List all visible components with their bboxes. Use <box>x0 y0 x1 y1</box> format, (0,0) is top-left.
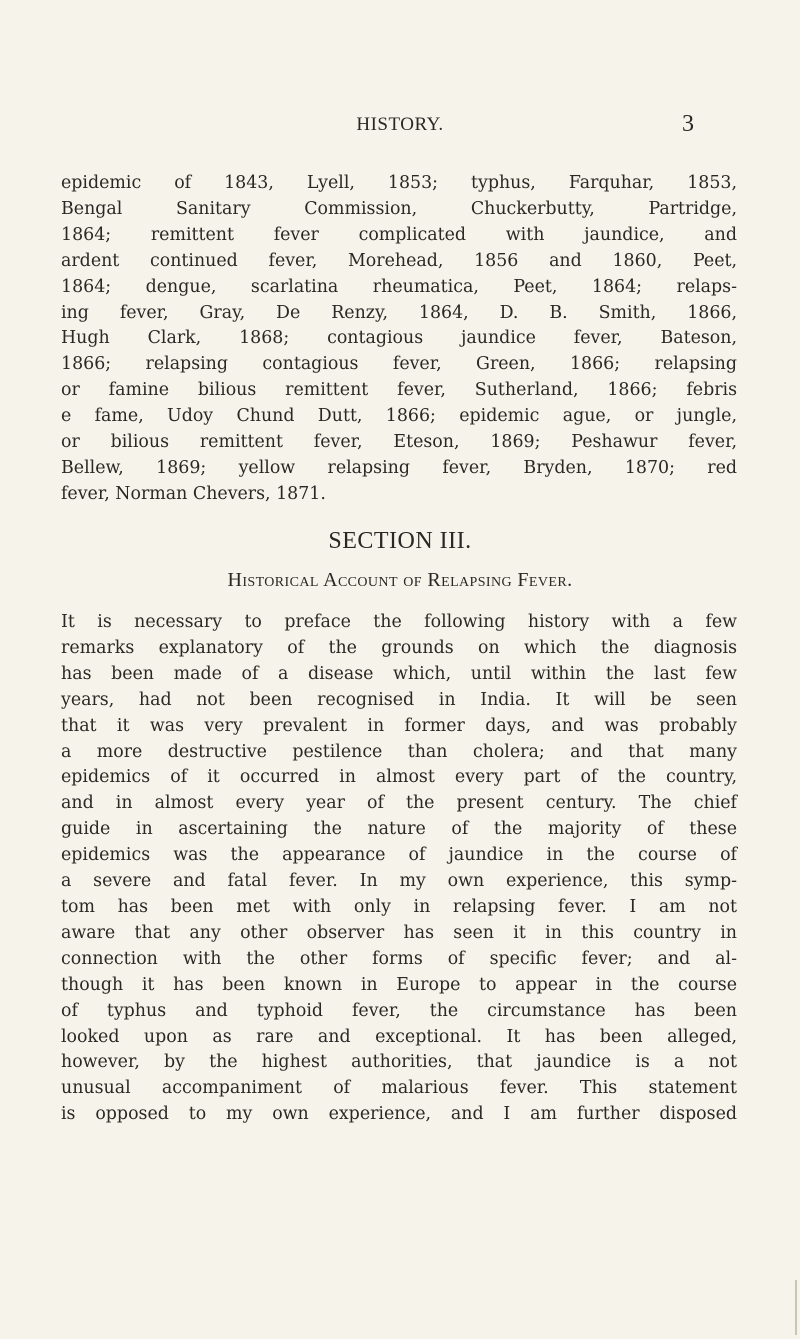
text-line: Bengal Sanitary Commission, Chuckerbutty, Partridge, <box>61 198 737 219</box>
text-line: a more destructive pestilence than cholera; and that many <box>61 741 737 762</box>
text-line: however, by the highest authorities, that jaundice is a not <box>61 1052 737 1073</box>
text-line: and in almost every year of the present century. The chief <box>61 793 737 814</box>
running-head <box>0 111 800 144</box>
running-title: HISTORY. <box>356 114 444 135</box>
text-line: unusual accompaniment of malarious fever. This statement <box>61 1078 737 1099</box>
text-line: or famine bilious remittent fever, Sutherland, 1866; febris <box>61 380 737 401</box>
text-line: has been made of a disease which, until within the last few <box>61 663 737 684</box>
section-heading: SECTION III. <box>328 528 472 554</box>
text-line: years, had not been recognised in India. It will be seen <box>61 689 737 710</box>
paragraph-historical-account <box>61 610 737 1128</box>
text-line: of typhus and typhoid fever, the circumstance has been <box>61 1000 737 1021</box>
scan-edge-mark <box>795 1280 797 1335</box>
page-number: 3 <box>682 111 694 137</box>
text-line: epidemics was the appearance of jaundice in the course of <box>61 845 737 866</box>
text-line: fever, Norman Chevers, 1871. <box>61 483 326 504</box>
text-line: or bilious remittent fever, Eteson, 1869; Peshawur fever, <box>61 432 737 453</box>
text-line: looked upon as rare and exceptional. It has been alleged, <box>61 1026 737 1047</box>
text-line: remarks explanatory of the grounds on which the diagnosis <box>61 637 737 658</box>
text-line: 1866; relapsing contagious fever, Green, 1866; relapsing <box>61 354 737 375</box>
text-line: epidemics of it occurred in almost every part of the country, <box>61 767 737 788</box>
text-line: 1864; remittent fever complicated with jaundice, and <box>61 224 737 245</box>
text-line: aware that any other observer has seen it in this country in <box>61 922 737 943</box>
text-line: Hugh Clark, 1868; contagious jaundice fever, Bateson, <box>61 328 737 349</box>
text-line: ardent continued fever, Morehead, 1856 and 1860, Peet, <box>61 250 737 271</box>
text-line: It is necessary to preface the following history with a few <box>61 612 737 632</box>
text-line: is opposed to my own experience, and I am further disposed <box>61 1104 737 1125</box>
section-subtitle: Historical Account of Relapsing Fever. <box>227 569 573 591</box>
text-line: connection with the other forms of specific fever; and al- <box>61 948 737 969</box>
text-line: that it was very prevalent in former days, and was probably <box>61 715 737 736</box>
paragraph-epidemics-list <box>61 171 737 508</box>
text-line: e fame, Udoy Chund Dutt, 1866; epidemic ague, or jungle, <box>61 406 737 427</box>
text-line: epidemic of 1843, Lyell, 1853; typhus, Farquhar, 1853, <box>61 173 737 193</box>
text-line: though it has been known in Europe to appear in the course <box>61 974 737 995</box>
text-line: ing fever, Gray, De Renzy, 1864, D. B. Smith, 1866, <box>61 302 737 323</box>
text-line: 1864; dengue, scarlatina rheumatica, Peet, 1864; relaps- <box>61 276 737 297</box>
text-line: tom has been met with only in relapsing fever. I am not <box>61 896 737 917</box>
text-line: a severe and fatal fever. In my own experience, this symp- <box>61 871 737 892</box>
text-line: Bellew, 1869; yellow relapsing fever, Bryden, 1870; red <box>61 457 737 478</box>
text-line: guide in ascertaining the nature of the majority of these <box>61 819 737 840</box>
